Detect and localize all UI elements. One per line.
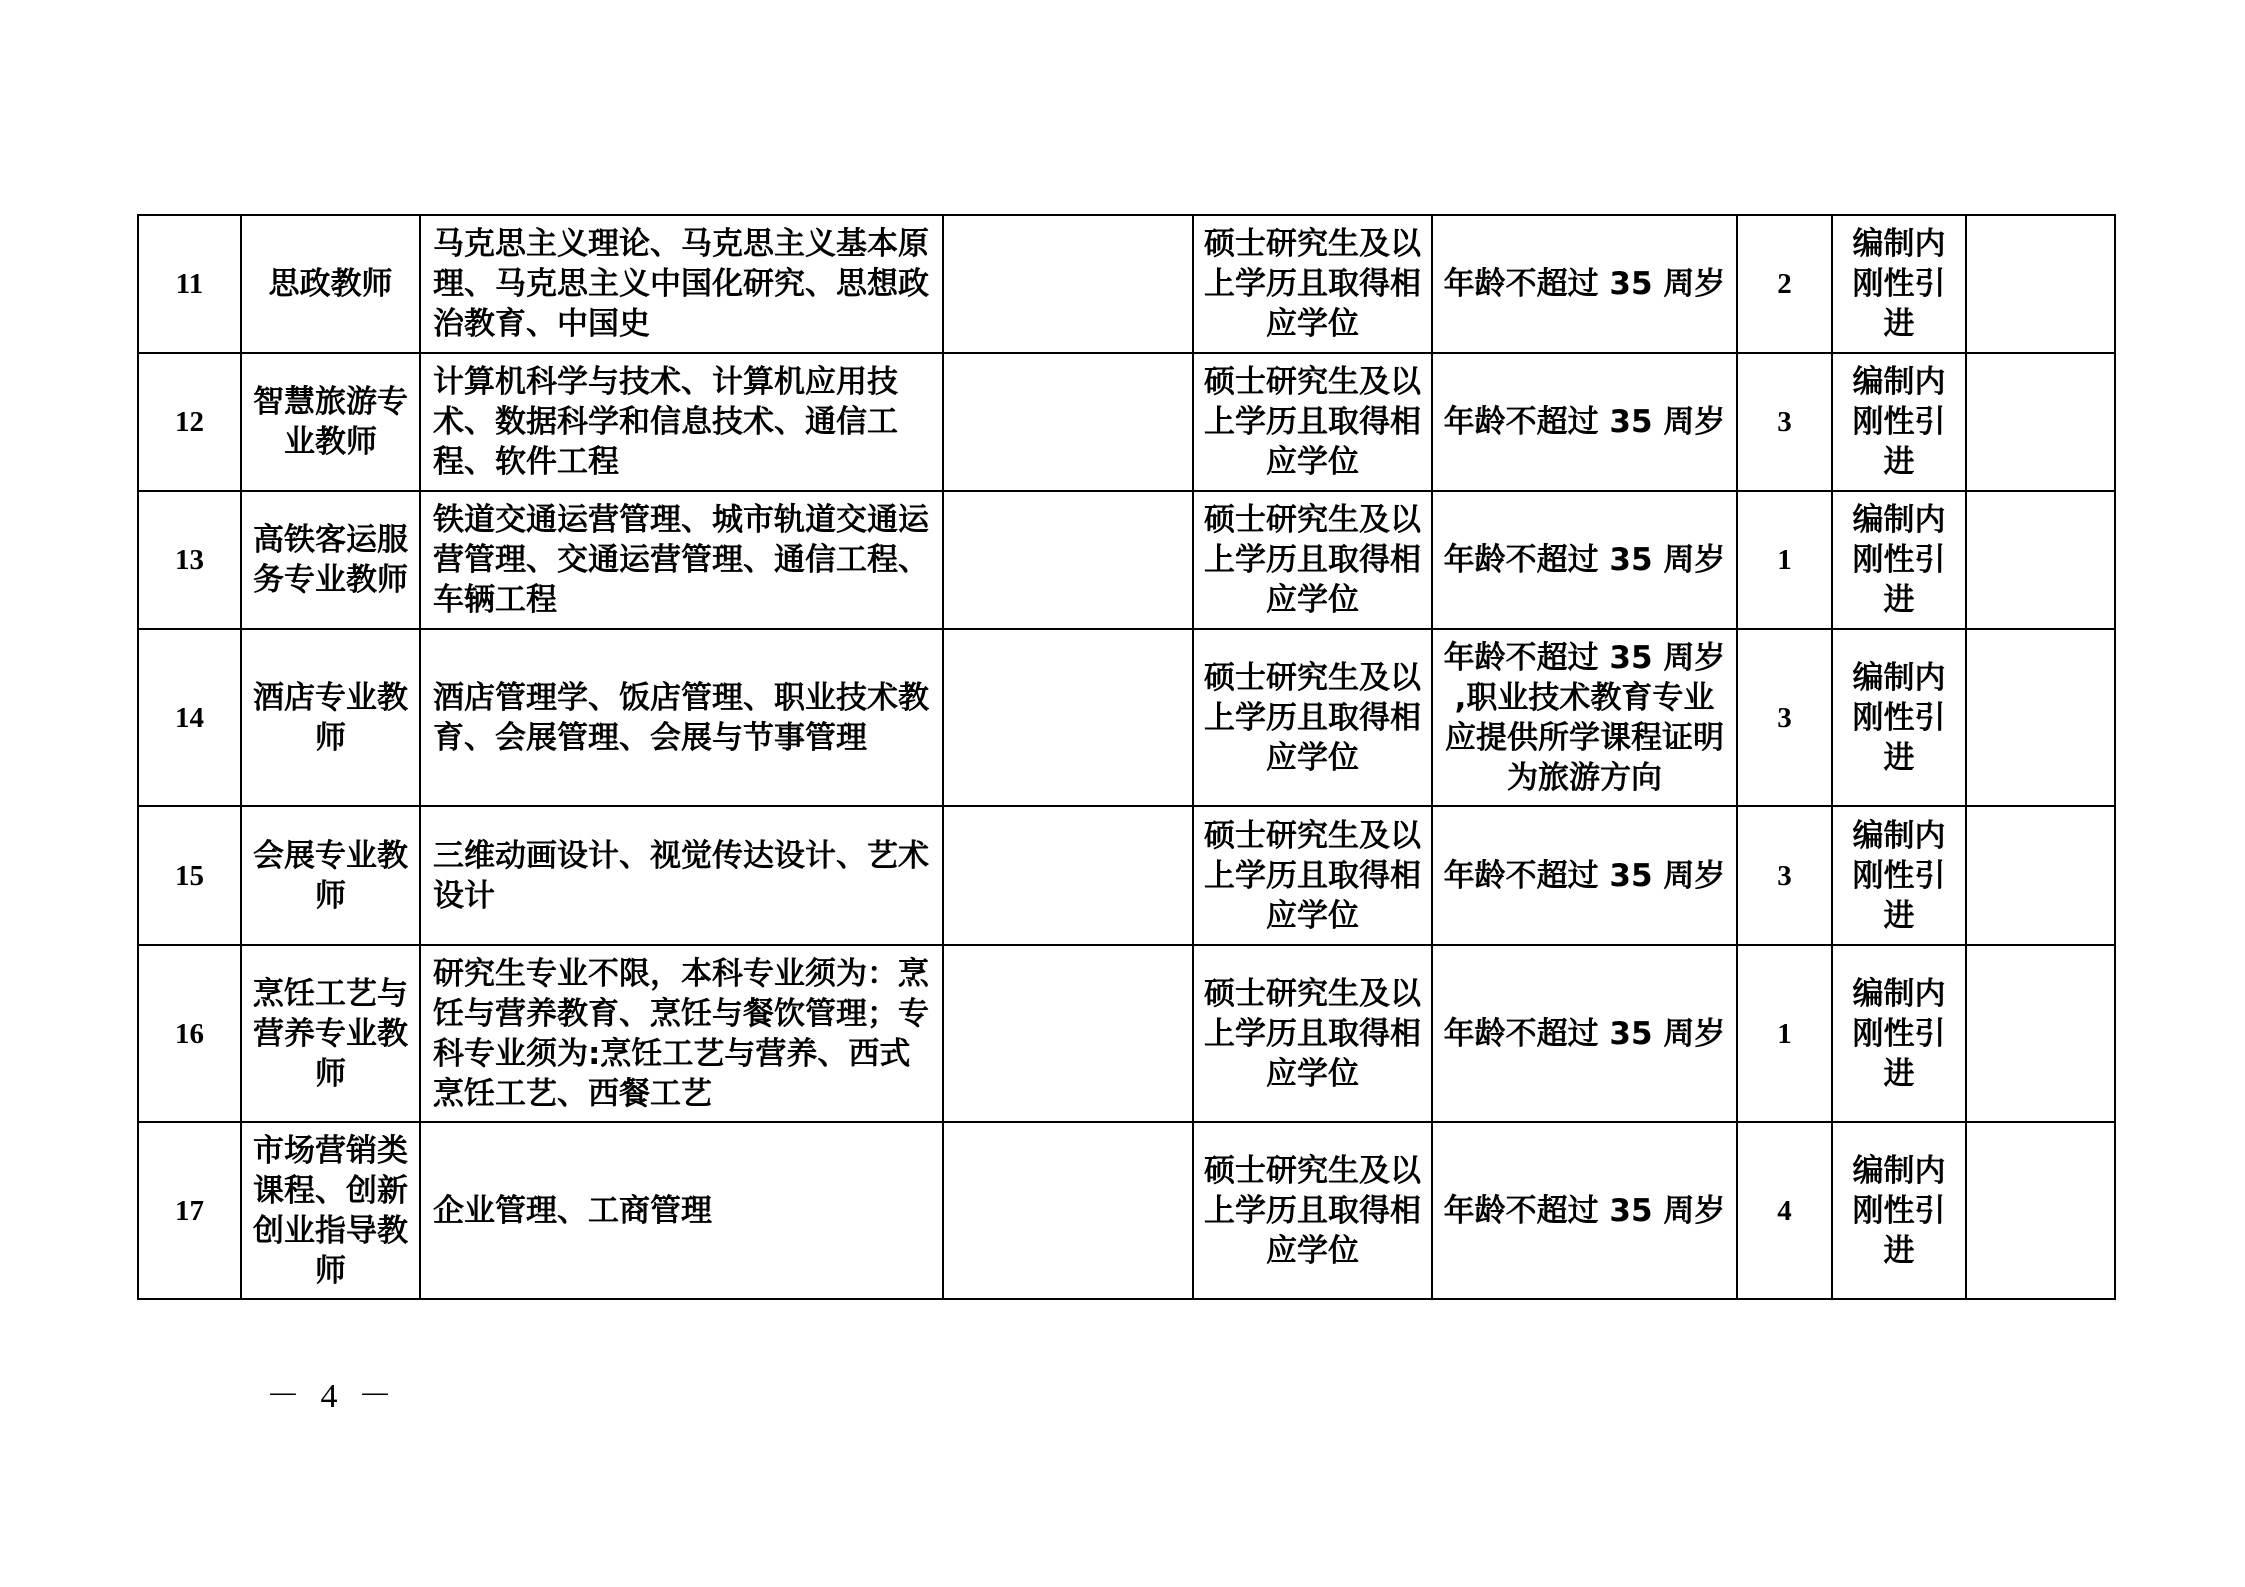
blank-cell (943, 491, 1193, 629)
major-cell: 铁道交通运营管理、城市轨道交通运营管理、交通运营管理、通信工程、车辆工程 (420, 491, 943, 629)
headcount-cell: 2 (1737, 215, 1832, 353)
row-number: 17 (138, 1122, 241, 1299)
headcount-cell: 3 (1737, 806, 1832, 945)
recruit-method-cell: 编制内刚性引进 (1832, 629, 1966, 806)
table-body (138, 215, 2115, 1299)
position-cell: 烹饪工艺与营养专业教师 (241, 945, 420, 1122)
remark-cell (1966, 491, 2115, 629)
other-requirements-cell: 年龄不超过 35 周岁 (1432, 491, 1737, 629)
table-row (138, 629, 2115, 806)
other-requirements-cell: 年龄不超过 35 周岁 (1432, 945, 1737, 1122)
remark-cell (1966, 353, 2115, 491)
headcount-cell: 1 (1737, 491, 1832, 629)
other-requirements-cell: 年龄不超过 35 周岁 (1432, 215, 1737, 353)
remark-cell (1966, 945, 2115, 1122)
recruitment-table (137, 214, 2116, 1300)
education-cell: 硕士研究生及以上学历且取得相应学位 (1193, 806, 1432, 945)
table-row (138, 215, 2115, 353)
recruit-method-cell: 编制内刚性引进 (1832, 353, 1966, 491)
remark-cell (1966, 215, 2115, 353)
table-row (138, 1122, 2115, 1299)
recruit-method-cell: 编制内刚性引进 (1832, 1122, 1966, 1299)
education-cell: 硕士研究生及以上学历且取得相应学位 (1193, 945, 1432, 1122)
major-cell: 计算机科学与技术、计算机应用技术、数据科学和信息技术、通信工程、软件工程 (420, 353, 943, 491)
row-number: 16 (138, 945, 241, 1122)
recruit-method-cell: 编制内刚性引进 (1832, 491, 1966, 629)
row-number: 12 (138, 353, 241, 491)
other-requirements-cell: 年龄不超过 35 周岁 (1432, 1122, 1737, 1299)
row-number: 13 (138, 491, 241, 629)
position-cell: 智慧旅游专业教师 (241, 353, 420, 491)
position-cell: 市场营销类课程、创新创业指导教师 (241, 1122, 420, 1299)
blank-cell (943, 1122, 1193, 1299)
education-cell: 硕士研究生及以上学历且取得相应学位 (1193, 215, 1432, 353)
position-cell: 高铁客运服务专业教师 (241, 491, 420, 629)
position-cell: 会展专业教师 (241, 806, 420, 945)
recruit-method-cell: 编制内刚性引进 (1832, 215, 1966, 353)
education-cell: 硕士研究生及以上学历且取得相应学位 (1193, 491, 1432, 629)
other-requirements-cell: 年龄不超过 35 周岁 (1432, 806, 1737, 945)
row-number: 15 (138, 806, 241, 945)
table-row (138, 491, 2115, 629)
position-cell: 思政教师 (241, 215, 420, 353)
education-cell: 硕士研究生及以上学历且取得相应学位 (1193, 629, 1432, 806)
position-cell: 酒店专业教师 (241, 629, 420, 806)
row-number: 14 (138, 629, 241, 806)
remark-cell (1966, 1122, 2115, 1299)
headcount-cell: 1 (1737, 945, 1832, 1122)
blank-cell (943, 353, 1193, 491)
major-cell: 研究生专业不限，本科专业须为：烹饪与营养教育、烹饪与餐饮管理；专科专业须为:烹饪工艺与营养、西式烹饪工艺、西餐工艺 (420, 945, 943, 1122)
other-requirements-cell: 年龄不超过 35 周岁 ,职业技术教育专业应提供所学课程证明为旅游方向 (1432, 629, 1737, 806)
blank-cell (943, 945, 1193, 1122)
headcount-cell: 3 (1737, 353, 1832, 491)
major-cell: 马克思主义理论、马克思主义基本原理、马克思主义中国化研究、思想政治教育、中国史 (420, 215, 943, 353)
table-row (138, 945, 2115, 1122)
remark-cell (1966, 806, 2115, 945)
other-requirements-cell: 年龄不超过 35 周岁 (1432, 353, 1737, 491)
education-cell: 硕士研究生及以上学历且取得相应学位 (1193, 353, 1432, 491)
major-cell: 三维动画设计、视觉传达设计、艺术设计 (420, 806, 943, 945)
headcount-cell: 3 (1737, 629, 1832, 806)
row-number: 11 (138, 215, 241, 353)
recruit-method-cell: 编制内刚性引进 (1832, 806, 1966, 945)
table-row (138, 353, 2115, 491)
page-number: － 4 － (266, 1378, 398, 1415)
recruit-method-cell: 编制内刚性引进 (1832, 945, 1966, 1122)
remark-cell (1966, 629, 2115, 806)
major-cell: 酒店管理学、饭店管理、职业技术教育、会展管理、会展与节事管理 (420, 629, 943, 806)
table-row (138, 806, 2115, 945)
blank-cell (943, 629, 1193, 806)
blank-cell (943, 806, 1193, 945)
blank-cell (943, 215, 1193, 353)
major-cell: 企业管理、工商管理 (420, 1122, 943, 1299)
education-cell: 硕士研究生及以上学历且取得相应学位 (1193, 1122, 1432, 1299)
headcount-cell: 4 (1737, 1122, 1832, 1299)
